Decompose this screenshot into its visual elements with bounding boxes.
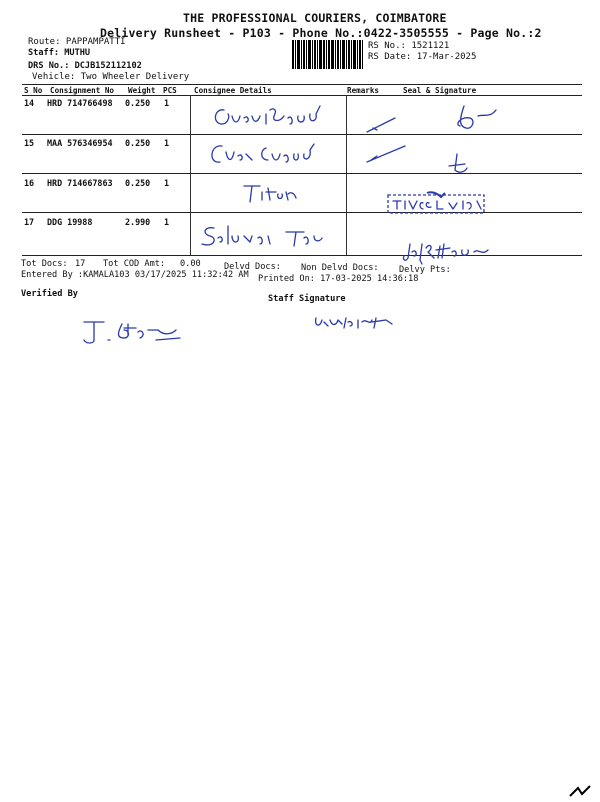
remarks-tick-mark [365,114,399,140]
row-weight: 0.250 [125,178,151,188]
total-docs-value: 17 [75,259,86,269]
scan-corner-mark [570,783,594,802]
verified-by-label: Verified By [21,289,78,299]
column-header-consignee: Consignee Details [194,86,272,95]
receiver-seal-signature [450,104,500,136]
staff-signature [312,312,402,336]
column-header-sno: S No [24,86,43,95]
total-cod-value: 0.00 [180,259,201,269]
column-header-remarks: Remarks [347,86,380,95]
total-cod-label: Tot COD Amt: [103,259,166,269]
rs-date: RS Date: 17-Mar-2025 [368,52,477,62]
row-sno: 14 [24,98,35,108]
verifier-signature [80,318,190,352]
consignee-column-divider [190,95,191,255]
remarks-tick-mark [365,142,409,170]
printed-on: Printed On: 17-03-2025 14:36:18 [258,274,419,284]
row-consignment-no: HRD 714766498 [47,98,113,108]
row-sno: 16 [24,178,35,188]
vehicle-label: Vehicle: Two Wheeler Delivery [32,72,190,82]
column-header-weight: Weight [128,86,156,95]
handwritten-consignee-signature [208,140,328,174]
receiver-seal-signature [445,152,475,182]
row-weight: 0.250 [125,138,151,148]
entered-by: Entered By :KAMALA103 03/17/2025 11:32:42 AM [21,270,249,280]
row-weight: 0.250 [125,98,151,108]
barcode-image [292,40,363,69]
route-label: Route: PAPPAMPATTI [28,37,126,47]
row-pcs: 1 [164,138,170,148]
column-header-pcs: PCS [163,86,177,95]
row-pcs: 1 [164,98,170,108]
handwritten-consignee-signature [240,180,300,210]
rs-number: RS No.: 1521121 [368,41,450,51]
row-sno: 17 [24,217,35,227]
row-consignment-no: DDG 19988 [47,217,93,227]
row-weight: 2.990 [125,217,151,227]
company-seal-stamp [387,191,487,217]
column-header-seal-signature: Seal & Signature [403,86,477,95]
remarks-column-divider [346,95,347,255]
staff-label: Staff: MUTHU [28,48,91,58]
row-sno: 15 [24,138,35,148]
non-delivered-docs-label: Non Delvd Docs: [301,263,379,273]
row-pcs: 1 [164,178,170,188]
drs-number: DRS No.: DCJB152112102 [28,61,142,71]
row-consignment-no: HRD 714667863 [47,178,113,188]
column-header-consignment: Consignment No [50,86,115,95]
delivered-docs-label: Delvd Docs: [224,262,281,272]
company-title: THE PROFESSIONAL COURIERS, COIMBATORE [183,11,447,25]
row-consignment-no: MAA 576346954 [47,138,113,148]
total-docs-label: Tot Docs: [21,259,68,269]
runsheet-subtitle: Delivery Runsheet - P103 - Phone No.:0422-3505555 - Page No.:2 [100,26,542,40]
staff-signature-label: Staff Signature [268,294,346,304]
handwritten-consignee-signature [212,102,332,138]
handwritten-consignee-signature [200,222,330,256]
table-top-rule [22,84,582,85]
row-pcs: 1 [164,217,170,227]
delivery-points-label: Delvy Pts: [399,265,451,275]
table-header-rule [22,95,582,96]
row-divider [22,212,582,213]
